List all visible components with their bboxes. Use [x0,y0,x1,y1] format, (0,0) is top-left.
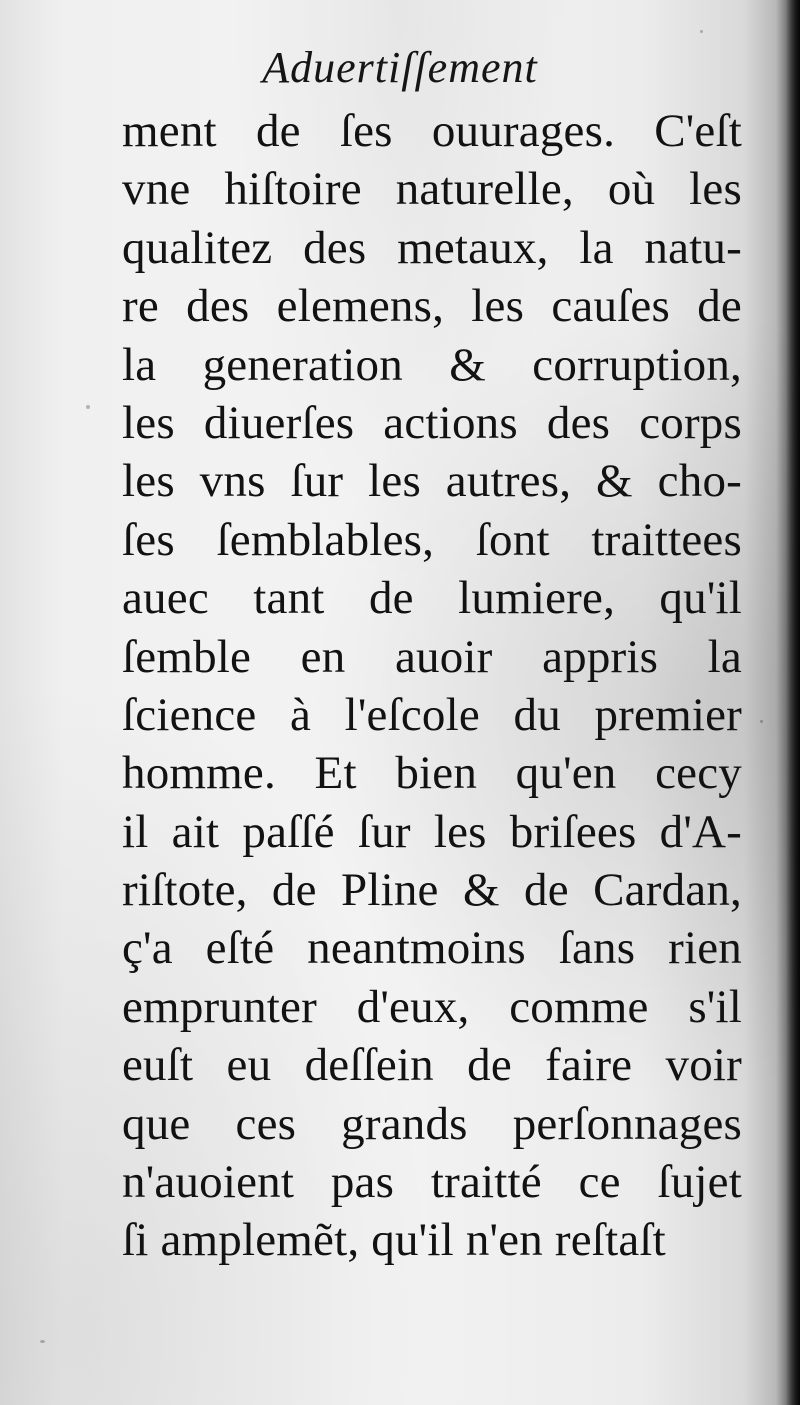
text-line: ſcience à l'eſcole du premier [122,688,742,741]
text-line: la generation & corruption, [122,338,742,391]
text-line: n'auoient pas traitté ce ſujet [122,1156,742,1209]
text-line: auec tant de lumiere, qu'il [122,572,742,625]
paper-speck [760,720,763,723]
text-line: les vns ſur les autres, & cho- [122,455,742,508]
text-line: ment de ſes ouurages. C'eſt [122,105,742,157]
text-line: homme. Et bien qu'en cecy [122,747,742,800]
text-line: ſemble en auoir appris la [122,630,742,683]
paper-speck [86,405,90,409]
text-line: que ces grands perſonnages [122,1097,742,1150]
text-line: euſt eu deſſein de faire voir [122,1039,742,1092]
paper-speck [40,1340,45,1343]
text-line: emprunter d'eux, comme s'il [122,980,742,1033]
text-line: qualitez des metaux, la natu- [122,221,742,274]
running-head: Aduertiſſement [262,43,538,92]
text-line: les diuerſes actions des corps [122,396,742,449]
text-line: riſtote, de Pline & de Cardan, [122,864,742,917]
body-text [122,102,742,1270]
text-line: ſi amplemẽt, qu'il n'en reſtaſt [122,1214,666,1267]
paper-speck [700,30,703,33]
text-line: il ait paſſé ſur les briſees d'A- [122,805,742,858]
text-line: vne hiſtoire naturelle, où les [122,163,742,216]
text-line: re des elemens, les cauſes de [122,280,742,333]
text-line: ſes ſemblables, ſont traittees [122,513,742,566]
page-gutter-shadow [786,0,800,1405]
text-line: ç'a eſté neantmoins ſans rien [122,922,742,975]
